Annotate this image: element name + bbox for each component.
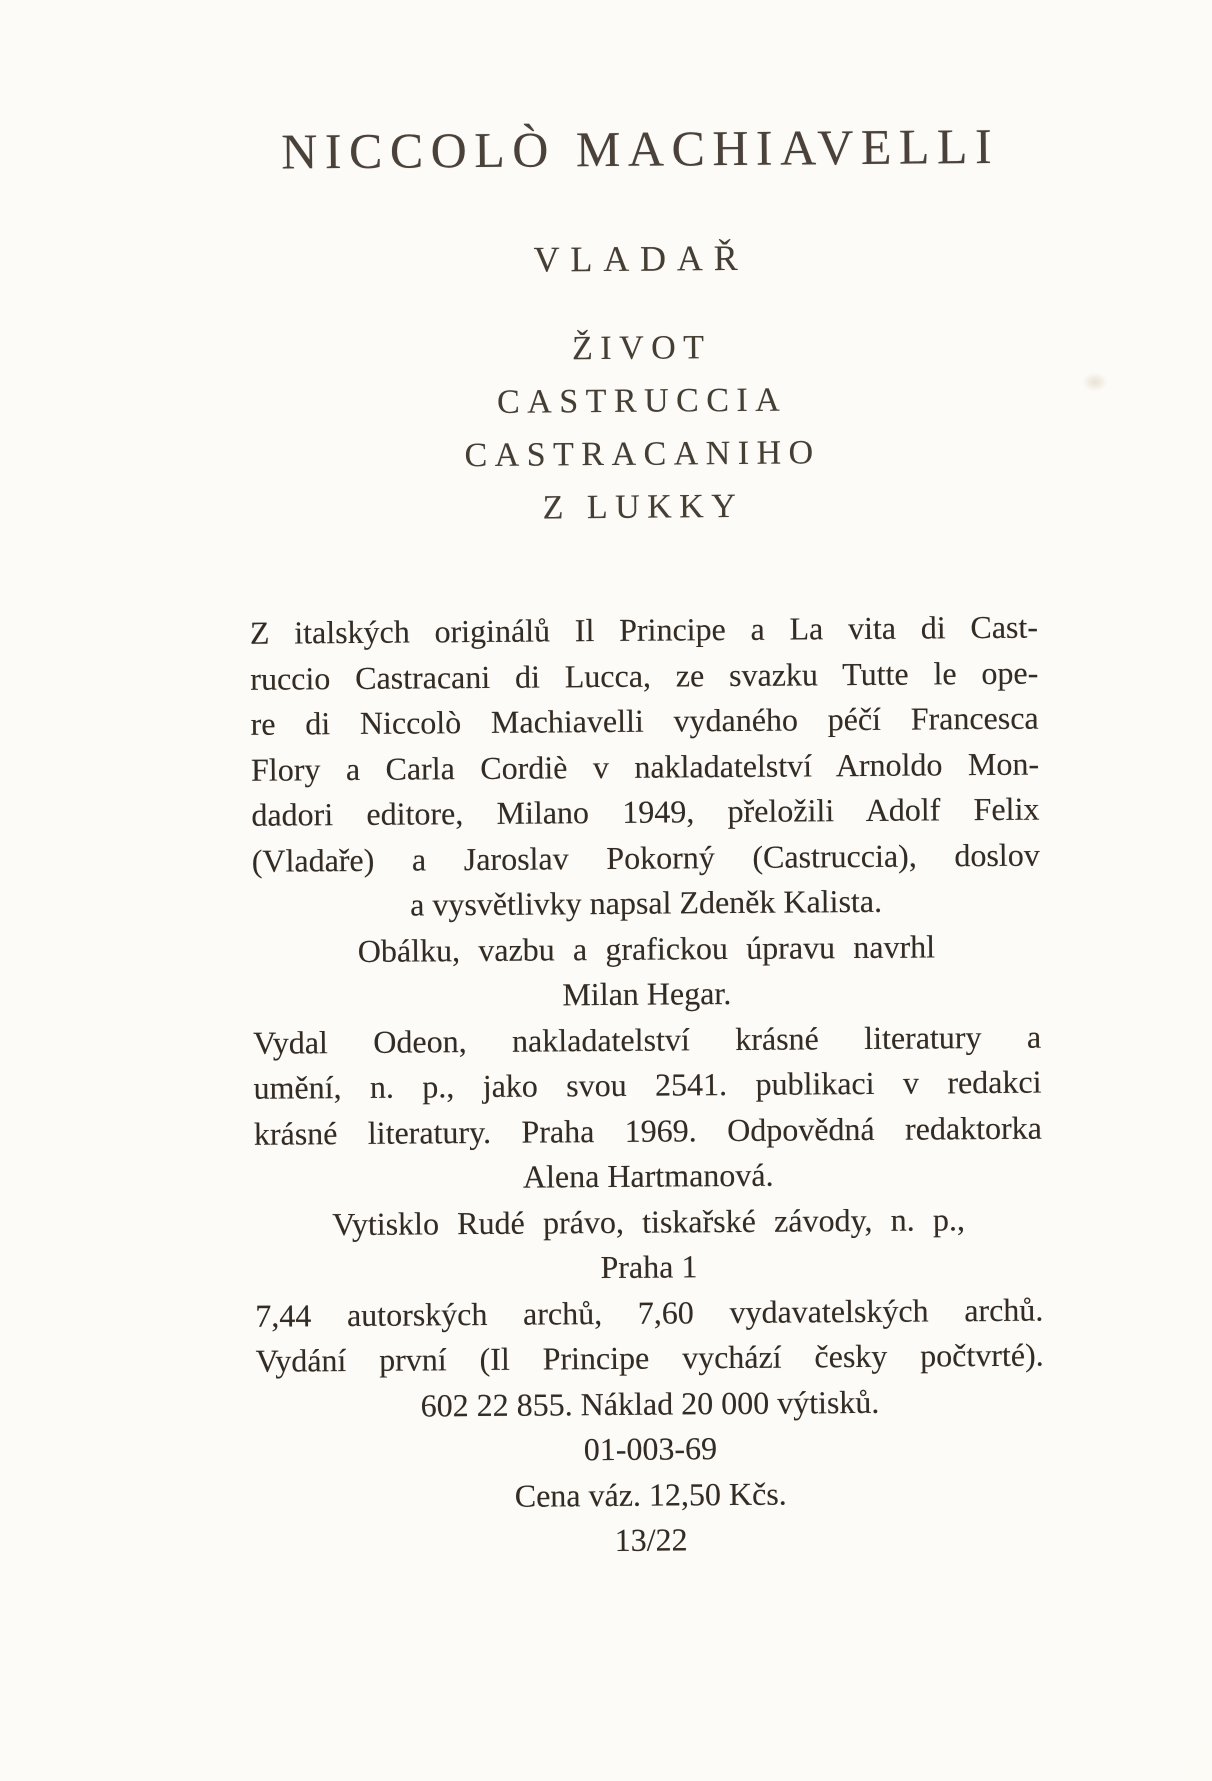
colophon-line: 7,44 autorských archů, 7,60 vydavatelských archů. — [255, 1291, 1044, 1334]
subtitle-line: CASTRACANIHO — [464, 434, 821, 475]
colophon — [250, 605, 1045, 1567]
colophon-line: ruccio Castracani di Lucca, ze svazku Tutte le ope- — [250, 654, 1039, 697]
colophon-line: dadori editore, Milano 1949, přeložili Adolf Felix — [251, 790, 1040, 833]
colophon-line: 602 22 855. Náklad 20 000 výtisků. — [420, 1383, 880, 1423]
colophon-line: (Vladaře) a Jaroslav Pokorný (Castruccia), doslov — [251, 836, 1040, 879]
subtitle-line: Z LUKKY — [542, 487, 744, 527]
colophon-line: Obálku, vazbu a grafickou úpravu navrhl — [357, 927, 936, 969]
colophon-line: Vydal Odeon, nakladatelství krásné literatury a — [253, 1018, 1042, 1061]
colophon-line: 01-003-69 — [583, 1430, 718, 1468]
colophon-line: Z italských originálů Il Principe a La vita di Cast- — [249, 608, 1039, 651]
subtitle-line: ŽIVOT — [571, 329, 712, 368]
signature-mark: 13/22 — [614, 1521, 688, 1558]
work-title: VLADAŘ — [533, 237, 749, 280]
colophon-line: umění, n. p., jako svou 2541. publikaci v redakci — [253, 1063, 1042, 1106]
colophon-line: a vysvětlivky napsal Zdeněk Kalista. — [410, 882, 883, 923]
colophon-line: re di Niccolò Machiavelli vydaného péčí Francesca — [250, 699, 1039, 742]
colophon-line: Flory a Carla Cordiè v nakladatelství Arnoldo Mon- — [250, 745, 1040, 788]
subtitle-line: CASTRUCCIA — [496, 381, 788, 421]
colophon-line: Vytisklo Rudé právo, tiskařské závody, n. p., — [332, 1200, 966, 1242]
colophon-line: Alena Hartmanová. — [522, 1156, 774, 1195]
author-name: NICCOLÒ MACHIAVELLI — [280, 117, 1000, 180]
work-subtitle — [248, 319, 1038, 537]
colophon-line: Praha 1 — [600, 1248, 698, 1286]
colophon-line: Vydání první (Il Principe vychází česky počtvrté). — [255, 1336, 1044, 1379]
colophon-line: Cena váz. 12,50 Kčs. — [514, 1475, 787, 1514]
colophon-line: krásné literatury. Praha 1969. Odpovědná redaktorka — [253, 1109, 1043, 1152]
colophon-line: Milan Hegar. — [562, 975, 732, 1013]
